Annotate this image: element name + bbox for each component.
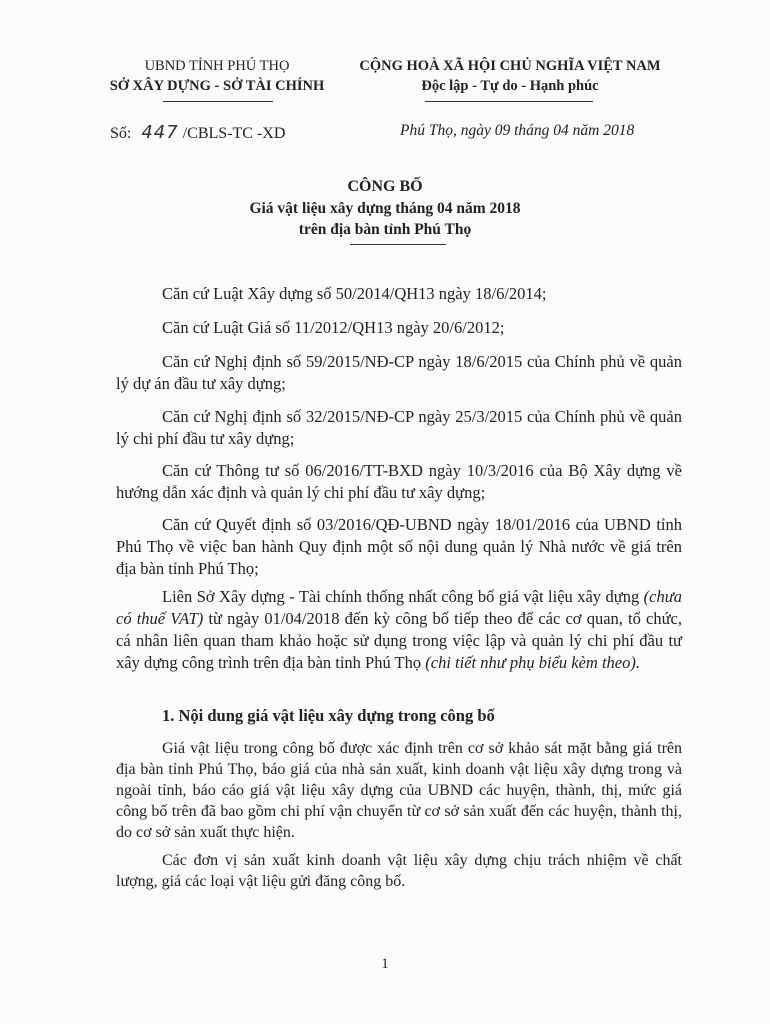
- paragraph-legal-basis-3: Căn cứ Nghị định số 59/2015/NĐ-CP ngày 18/6/2015 của Chính phủ về quản lý dự án đầu tư xây dựng;: [116, 352, 682, 393]
- section-heading: 1. Nội dung giá vật liệu xây dựng trong công bố: [162, 706, 495, 725]
- issuing-authority: [82, 56, 352, 96]
- authority-departments: SỞ XÂY DỰNG - SỞ TÀI CHÍNH: [109, 78, 325, 94]
- authority-underline: [163, 101, 273, 102]
- document-title: [0, 176, 770, 240]
- place-and-date: Phú Thọ, ngày 09 tháng 04 năm 2018: [400, 122, 635, 139]
- paragraph-responsibility: Các đơn vị sản xuất kinh doanh vật liệu xây dựng chịu trách nhiệm về chất lượng, giá các loại vật liệu gửi đăng công bố.: [116, 852, 682, 890]
- document-number: [110, 122, 285, 143]
- title-underline: [350, 244, 446, 245]
- page-number: 1: [381, 956, 389, 972]
- paragraph-legal-basis-4: Căn cứ Nghị định số 32/2015/NĐ-CP ngày 25/3/2015 của Chính phủ về quản lý chi phí đầu tư xây dựng;: [116, 407, 682, 448]
- paragraph-price-basis: Giá vật liệu trong công bố được xác định trên cơ sở khảo sát mặt bằng giá trên địa bàn tỉnh Phú Thọ, báo giá của nhà sản xuất, kinh doanh vật liệu xây dựng trong và ngoài tỉnh, báo cáo giá vật liệu xây dựng của UBND các huyện, thành, thị, mức giá công bố trên đã bao gồm chi phí vận chuyển từ cơ sở sản xuất đến các huyện, thành thị, do cơ sở sản xuất thực hiện.: [116, 740, 682, 841]
- authority-province: UBND TỈNH PHÚ THỌ: [144, 58, 290, 74]
- paragraph-legal-basis-5: Căn cứ Thông tư số 06/2016/TT-BXD ngày 10/3/2016 của Bộ Xây dựng về hướng dẫn xác định và quản lý chi phí đầu tư xây dựng;: [116, 461, 682, 502]
- number-code: /CBLS-TC -XD: [182, 125, 286, 142]
- paragraph-announcement: Liên Sở Xây dựng - Tài chính thống nhất công bố giá vật liệu xây dựng (chưa có thuế VAT) từ ngày 01/04/2018 đến kỳ công bố tiếp theo để các cơ quan, tổ chức, cá nhân liên quan tham khảo hoặc sử dụng trong việc lập và quản lý chi phí đầu tư xây dựng công trình trên địa bàn tỉnh Phú Thọ (chi tiết như phụ biểu kèm theo).: [116, 587, 682, 672]
- national-motto: [340, 56, 680, 96]
- motto-underline: [425, 101, 593, 102]
- paragraph-legal-basis-2: Căn cứ Luật Giá số 11/2012/QH13 ngày 20/6/2012;: [162, 318, 505, 337]
- title-subject: Giá vật liệu xây dựng tháng 04 năm 2018: [249, 200, 521, 217]
- title-main: CÔNG BỐ: [347, 178, 423, 195]
- handwritten-number: 447: [141, 122, 179, 143]
- number-label: Số:: [110, 125, 132, 142]
- title-location: trên địa bàn tỉnh Phú Thọ: [298, 221, 472, 238]
- motto-line: Độc lập - Tự do - Hạnh phúc: [421, 78, 599, 94]
- paragraph-legal-basis-6: Căn cứ Quyết định số 03/2016/QĐ-UBND ngày 18/01/2016 của UBND tỉnh Phú Thọ về việc ban hành Quy định một số nội dung quản lý Nhà nước về giá trên địa bàn tỉnh Phú Thọ;: [116, 515, 682, 578]
- country-name: CỘNG HOÀ XÃ HỘI CHỦ NGHĨA VIỆT NAM: [359, 58, 661, 74]
- paragraph-legal-basis-1: Căn cứ Luật Xây dựng số 50/2014/QH13 ngày 18/6/2014;: [162, 284, 547, 303]
